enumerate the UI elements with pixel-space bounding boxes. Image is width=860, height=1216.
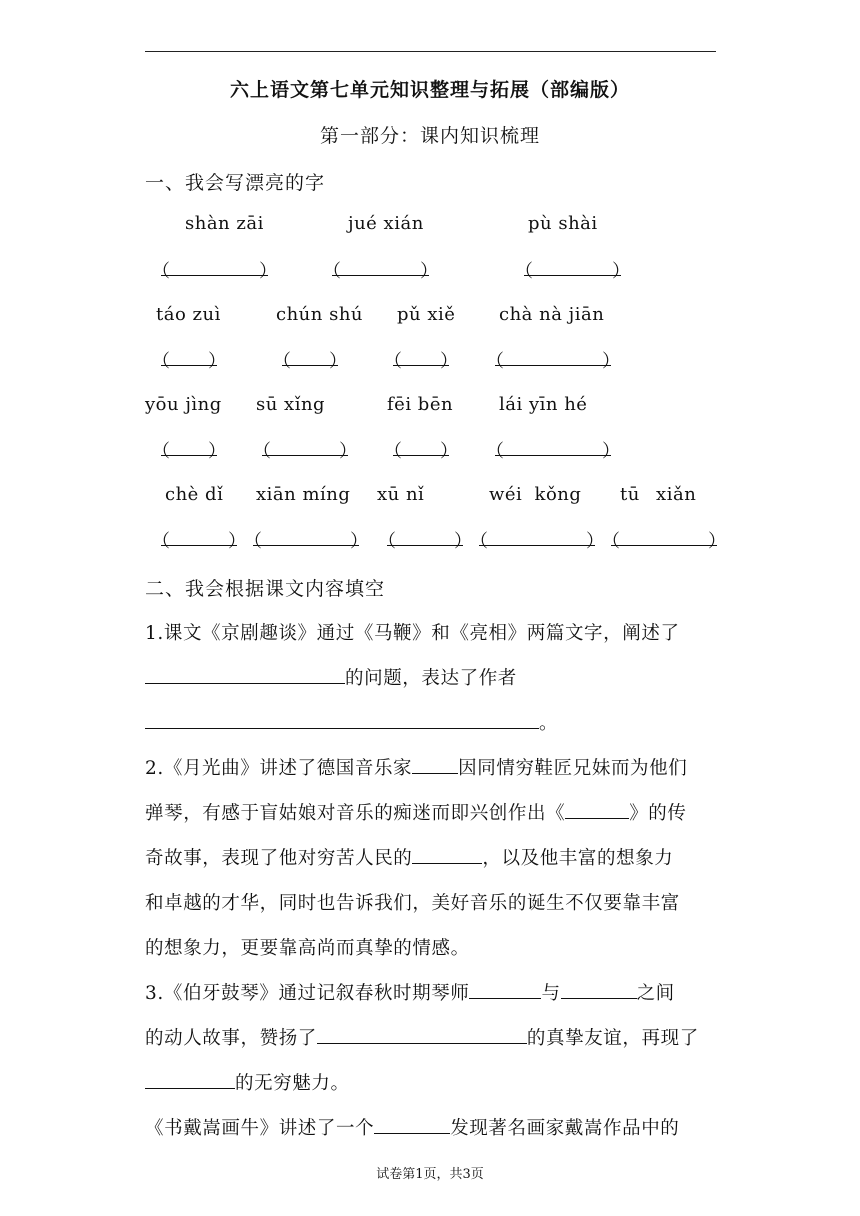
top-rule — [145, 51, 716, 52]
answer-blank[interactable] — [565, 800, 629, 819]
pinyin-jue-xian: jué xián — [348, 213, 424, 234]
answer-blank[interactable]: （ ） — [273, 351, 347, 372]
answer-blank[interactable] — [469, 980, 541, 999]
answer-blank[interactable]: （ ） — [152, 441, 226, 462]
pinyin-fei-ben: fēi bēn — [387, 394, 454, 415]
answer-blank[interactable]: （ ） — [384, 351, 458, 372]
pinyin-su-xing: sū xǐng — [256, 394, 326, 415]
page-title: 六上语文第七单元知识整理与拓展（部编版） — [229, 79, 630, 101]
q3-line-3: 的无穷魅力。 — [145, 1069, 350, 1095]
q2-line-5: 的想象力，更要靠高尚而真挚的情感。 — [145, 938, 470, 959]
section-1-heading: 一、我会写漂亮的字 — [145, 172, 326, 194]
answer-blank[interactable]: （ ） — [384, 441, 458, 462]
pinyin-cha-na-jian: chà nà jiān — [499, 304, 605, 325]
answer-blank[interactable]: （ ） — [515, 261, 630, 282]
page-footer: 试卷第1页，共3页 — [376, 1167, 484, 1182]
page-subtitle: 第一部分：课内知识梳理 — [319, 125, 540, 147]
pinyin-xu-ni: xū nǐ — [377, 484, 425, 505]
section-2-heading: 二、我会根据课文内容填空 — [145, 578, 386, 600]
q1-line-1: 1.课文《京剧趣谈》通过《马鞭》和《亮相》两篇文字，阐述了 — [145, 623, 680, 644]
answer-blank[interactable]: （ ） — [253, 441, 357, 462]
answer-blank[interactable]: （ ） — [470, 531, 604, 552]
pinyin-tu-xian: tū xiǎn — [620, 484, 697, 505]
answer-blank[interactable] — [145, 665, 345, 684]
answer-blank[interactable] — [374, 1115, 450, 1134]
answer-blank[interactable]: （ ） — [602, 531, 726, 552]
pinyin-chun-shu: chún shú — [276, 304, 364, 325]
answer-blank[interactable] — [317, 1025, 527, 1044]
answer-blank[interactable]: （ ） — [378, 531, 472, 552]
pinyin-pu-shai: pù shài — [528, 213, 598, 234]
q1-line-2: 的问题，表达了作者 — [145, 664, 517, 690]
q3-line-2: 的动人故事，赞扬了 的真挚友谊，再现了 — [145, 1024, 699, 1050]
q2-line-2: 弹琴，有感于盲姑娘对音乐的痴迷而即兴创作出《 》的传 — [145, 799, 687, 825]
answer-blank[interactable] — [145, 1070, 235, 1089]
answer-blank[interactable]: （ ） — [152, 531, 246, 552]
q3-line-1: 3.《伯牙鼓琴》通过记叙春秋时期琴师 与 之间 — [145, 979, 675, 1005]
pinyin-shan-zai: shàn zāi — [185, 213, 264, 234]
answer-blank[interactable] — [145, 710, 539, 729]
answer-blank[interactable]: （ ） — [486, 441, 620, 462]
answer-blank[interactable] — [412, 755, 458, 774]
pinyin-xian-ming: xiān míng — [256, 484, 351, 505]
answer-blank[interactable]: （ ） — [323, 261, 438, 282]
answer-blank[interactable]: （ ） — [152, 261, 277, 282]
answer-blank[interactable] — [561, 980, 637, 999]
pinyin-che-di: chè dǐ — [165, 484, 224, 505]
pinyin-pu-xie: pǔ xiě — [397, 304, 456, 325]
pinyin-lai-yin-he: lái yīn hé — [499, 394, 588, 415]
q4-line-1: 《书戴嵩画牛》讲述了一个 发现著名画家戴嵩作品中的 — [145, 1114, 679, 1140]
q1-line-3: 。 — [145, 709, 558, 735]
answer-blank[interactable]: （ ） — [152, 351, 226, 372]
pinyin-you-jing: yōu jìng — [145, 394, 222, 415]
answer-blank[interactable] — [412, 845, 482, 864]
answer-blank[interactable]: （ ） — [244, 531, 368, 552]
q2-line-1: 2.《月光曲》讲述了德国音乐家 因同情穷鞋匠兄妹而为他们 — [145, 754, 687, 780]
q2-line-3: 奇故事，表现了他对穷苦人民的 ，以及他丰富的想象力 — [145, 844, 673, 870]
answer-blank[interactable]: （ ） — [486, 351, 620, 372]
pinyin-wei-kong: wéi kǒng — [489, 484, 582, 505]
q2-line-4: 和卓越的才华，同时也告诉我们，美好音乐的诞生不仅要靠丰富 — [145, 893, 680, 914]
pinyin-tao-zui: táo zuì — [156, 304, 221, 325]
